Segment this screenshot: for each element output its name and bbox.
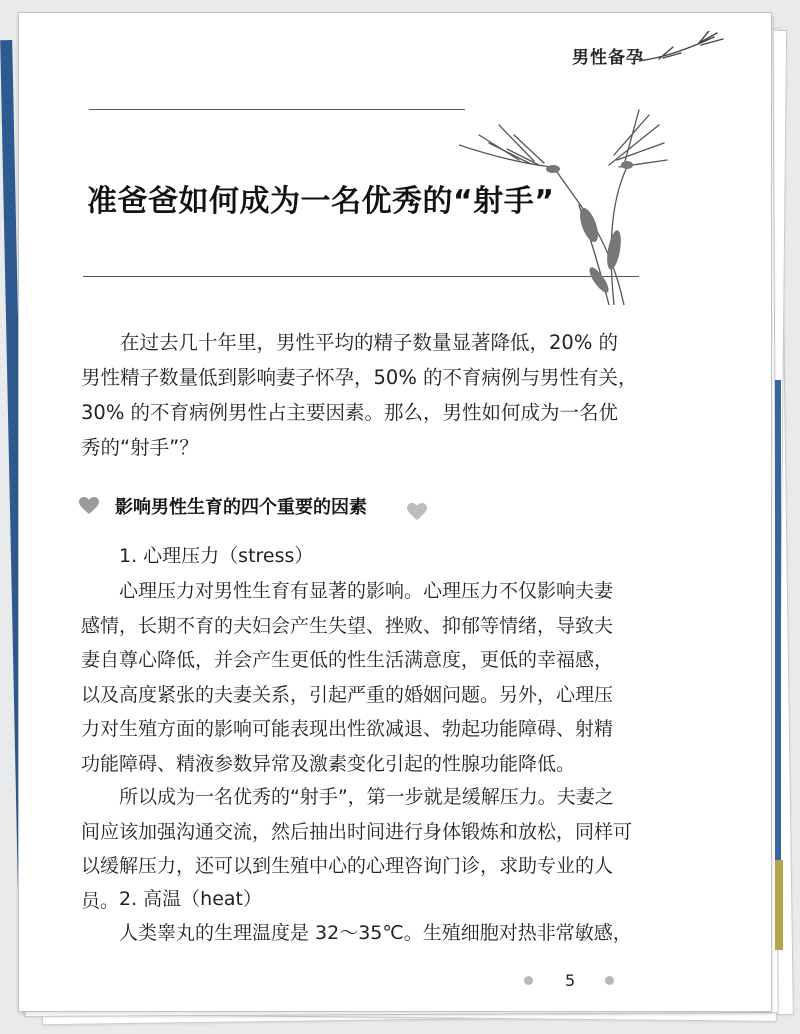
dandelion-icon bbox=[459, 105, 669, 305]
book-cover-edge bbox=[775, 860, 783, 950]
paragraph-heat bbox=[81, 916, 641, 951]
intro-line: 30% 的不育病例男性占主要因素。那么，男性如何成为一名优 bbox=[81, 401, 619, 424]
heart-icon bbox=[79, 497, 99, 515]
title-rule-top bbox=[89, 109, 465, 110]
body-line: 以缓解压力，还可以到生殖中心的心理咨询门诊，求助专业的人员。 bbox=[81, 855, 614, 912]
body-line: 所以成为一名优秀的“射手”，第一步就是缓解压力。夫妻之 bbox=[119, 786, 614, 808]
intro-line: 秀的“射手”？ bbox=[81, 436, 199, 459]
paragraph-stress bbox=[81, 574, 641, 781]
running-head: 男性备孕 bbox=[572, 48, 644, 68]
body-line: 以及高度紧张的夫妻关系，引起严重的婚姻问题。另外，心理压 bbox=[81, 683, 614, 706]
subheading-heat: 2. 高温（heat） bbox=[119, 888, 262, 910]
page-number: 5 bbox=[565, 971, 576, 990]
intro-line: 男性精子数量低到影响妻子怀孕，50% 的不育病例与男性有关， bbox=[81, 366, 638, 389]
book-cover-edge bbox=[775, 380, 781, 860]
heart-icon bbox=[407, 503, 427, 521]
body-line: 人类睾丸的生理温度是 32～35℃。生殖细胞对热非常敏感， bbox=[119, 922, 632, 944]
subheading-stress: 1. 心理压力（stress） bbox=[119, 545, 314, 567]
body-line: 妻自尊心降低，并会产生更低的性生活满意度，更低的幸福感， bbox=[81, 649, 614, 671]
dandelion-icon bbox=[639, 31, 729, 71]
body-line: 力对生殖方面的影响可能表现出性欲减退、勃起功能障碍、射精 bbox=[81, 718, 614, 740]
body-line: 功能障碍、精液参数异常及激素变化引起的性腺功能降低。 bbox=[81, 752, 576, 775]
section-heading-label: 影响男性生育的四个重要的因素 bbox=[115, 497, 367, 518]
page-number-dot bbox=[605, 976, 614, 985]
page-number-dot bbox=[524, 976, 533, 985]
page-title: 准爸爸如何成为一名优秀的“射手” bbox=[87, 184, 555, 219]
body-line: 感情，长期不育的夫妇会产生失望、挫败、抑郁等情绪，导致夫 bbox=[81, 614, 614, 637]
intro-line: 在过去几十年里，男性平均的精子数量显著降低，20% 的 bbox=[120, 331, 619, 354]
body-line: 间应该加强沟通交流，然后抽出时间进行身体锻炼和放松，同样可 bbox=[81, 820, 633, 843]
intro-paragraph bbox=[81, 325, 641, 465]
section-heading bbox=[79, 493, 439, 521]
body-line: 心理压力对男性生育有显著的影响。心理压力不仅影响夫妻 bbox=[119, 580, 614, 602]
book-page bbox=[18, 12, 772, 1012]
